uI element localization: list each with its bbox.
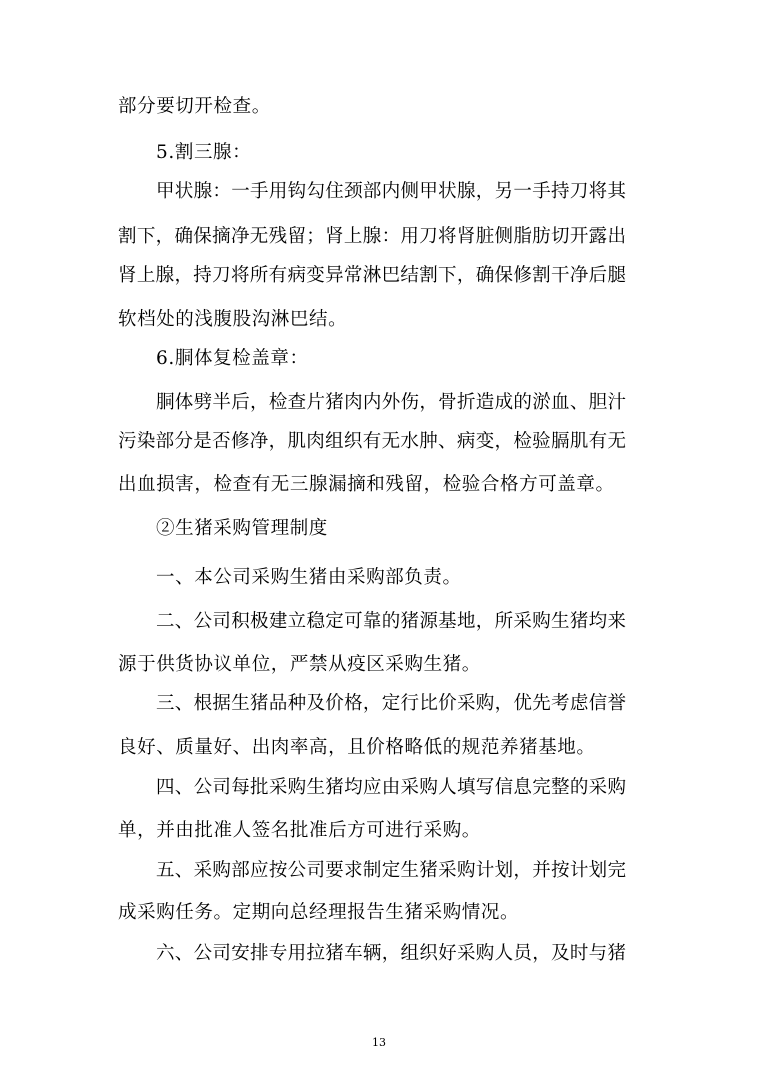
text-line: 良好、质量好、出肉率高，且价格略低的规范养猪基地。 [118, 737, 596, 758]
text-line: 胴体劈半后，检查片猪肉内外伤，骨折造成的淤血、胆汁 [156, 392, 626, 413]
text-line: 肾上腺，持刀将所有病变异常淋巴结割下，确保修割干净后腿 [118, 265, 626, 286]
text-line: 源于供货协议单位，严禁从疫区采购生猪。 [118, 654, 481, 675]
page-number: 13 [372, 1036, 386, 1049]
text-line: 割下，确保摘净无残留；肾上腺：用刀将肾脏侧脂肪切开露出 [118, 226, 626, 247]
text-line: 污染部分是否修净，肌肉组织有无水肿、病变，检验膈肌有无 [118, 431, 626, 452]
text-line: 部分要切开检查。 [118, 96, 271, 117]
text-line: 二、公司积极建立稳定可靠的猪源基地，所采购生猪均来 [156, 611, 626, 632]
text-line: 成采购任务。定期向总经理报告生猪采购情况。 [118, 902, 520, 923]
text-line: 出血损害，检查有无三腺漏摘和残留，检验合格方可盖章。 [118, 474, 615, 495]
section-heading: 5.割三腺： [156, 142, 252, 163]
text-line: 软档处的浅腹股沟淋巴结。 [118, 309, 348, 330]
text-line: 一、本公司采购生猪由采购部负责。 [156, 567, 462, 588]
text-line: 甲状腺：一手用钩勾住颈部内侧甲状腺，另一手持刀将其 [156, 181, 626, 202]
text-line: 四、公司每批采购生猪均应由采购人填写信息完整的采购 [156, 777, 626, 798]
text-line: 六、公司安排专用拉猪车辆，组织好采购人员，及时与猪 [156, 943, 626, 964]
section-heading: 6.胴体复检盖章： [156, 348, 309, 369]
text-line: 三、根据生猪品种及价格，定行比价采购，优先考虑信誉 [156, 693, 626, 714]
text-line: 单，并由批准人签名批准后方可进行采购。 [118, 820, 481, 841]
section-heading: ②生猪采购管理制度 [156, 518, 328, 539]
text-line: 五、采购部应按公司要求制定生猪采购计划，并按计划完 [156, 860, 626, 881]
